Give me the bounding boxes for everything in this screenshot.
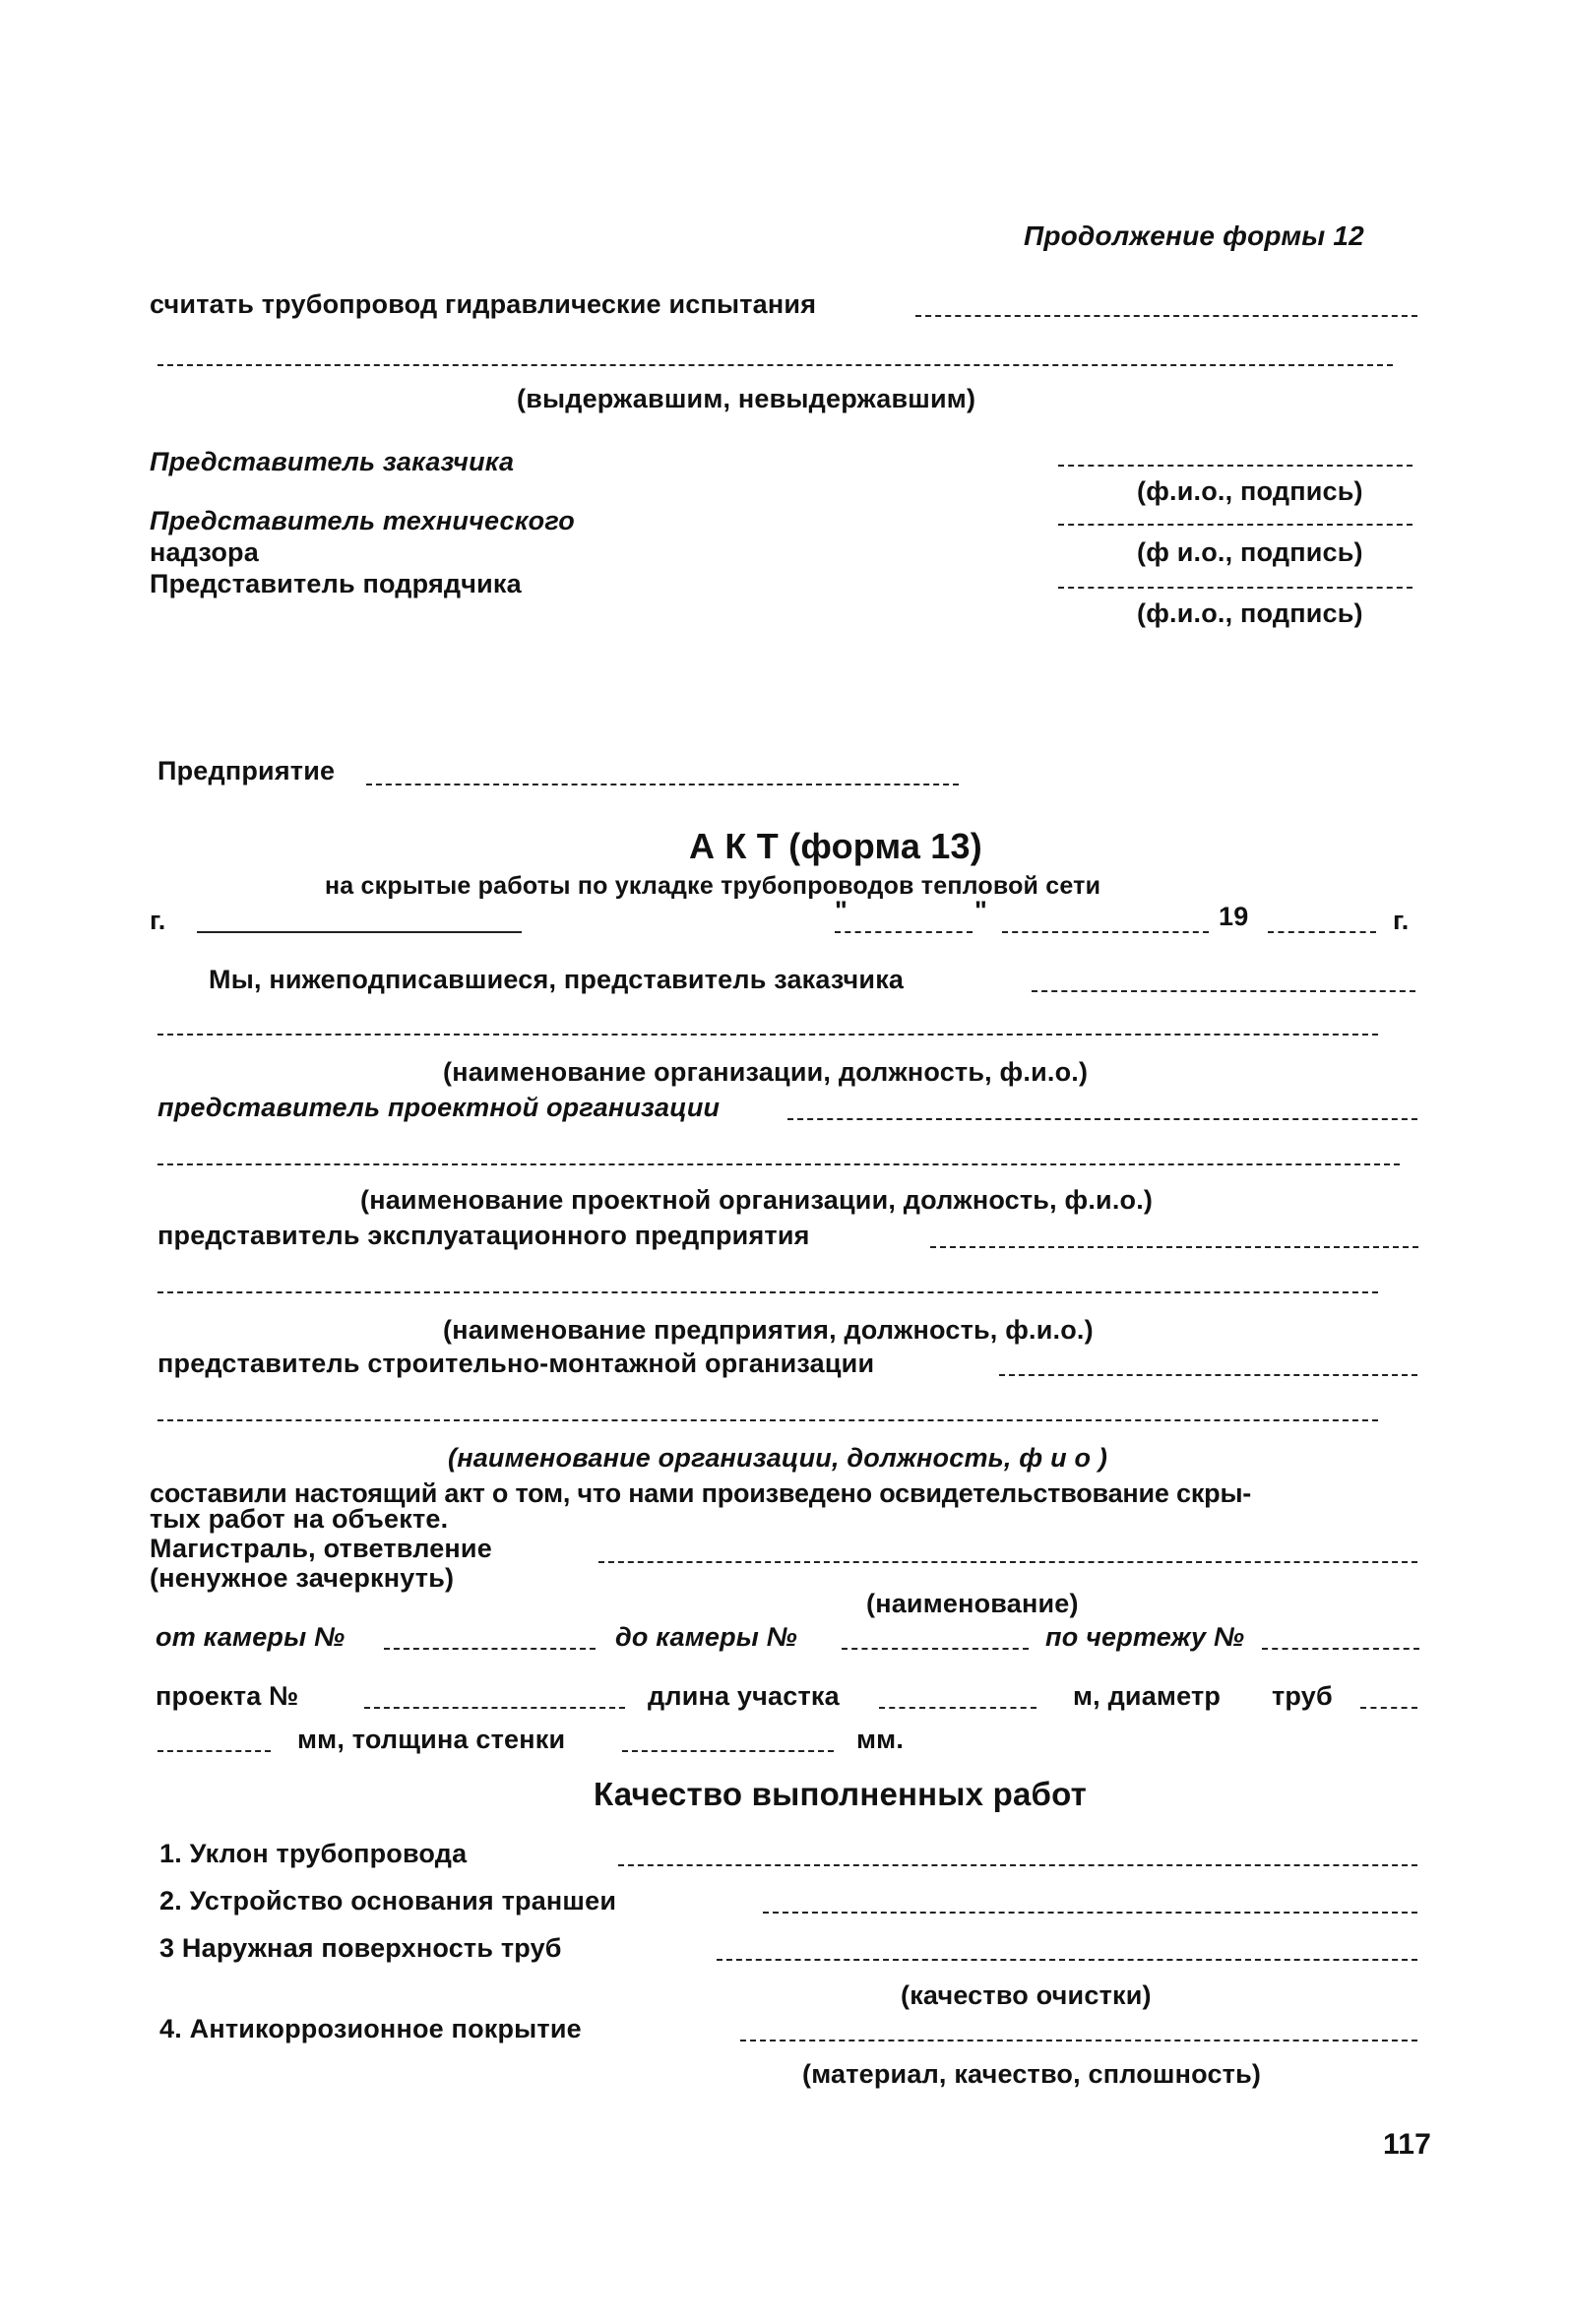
- construction-rep-label: представитель строительно-монтажной организации: [157, 1349, 875, 1378]
- act-title: А К Т (форма 13): [689, 826, 982, 866]
- quote-open: ": [835, 896, 848, 925]
- year-line[interactable]: [1268, 931, 1376, 933]
- customer-rep-line-2[interactable]: [157, 1034, 1378, 1036]
- we-line: Мы, нижеподписавшиеся, представитель заказчика: [209, 965, 905, 994]
- design-rep-line[interactable]: [787, 1118, 1417, 1120]
- rep-customer-signature-line[interactable]: [1058, 465, 1413, 467]
- main-branch-label: Магистраль, ответвление: [150, 1534, 492, 1563]
- continuation-note: Продолжение формы 12: [1024, 220, 1364, 251]
- to-chamber-line[interactable]: [842, 1648, 1029, 1650]
- quality-line-3[interactable]: [717, 1959, 1417, 1961]
- test-result-line-2[interactable]: [157, 364, 1393, 366]
- rep-contractor-signature-line[interactable]: [1058, 587, 1413, 589]
- design-rep-line-2[interactable]: [157, 1163, 1400, 1165]
- operation-rep-label: представитель эксплуатационного предприятия: [157, 1221, 810, 1250]
- thickness-line[interactable]: [622, 1750, 834, 1752]
- thickness-label: мм, толщина стенки: [297, 1725, 566, 1754]
- quality-item-4: 4. Антикоррозионное покрытие: [159, 2014, 582, 2043]
- drawing-label: по чертежу №: [1045, 1622, 1245, 1652]
- object-name-line[interactable]: [598, 1561, 1417, 1563]
- pipes-label: труб: [1272, 1681, 1333, 1711]
- signature-caption-3: (ф.и.о., подпись): [1137, 598, 1363, 628]
- customer-rep-line[interactable]: [1032, 990, 1415, 992]
- construction-rep-line[interactable]: [999, 1374, 1417, 1376]
- quality-item-3: 3 Наружная поверхность труб: [159, 1933, 562, 1963]
- hydraulic-test-text: считать трубопровод гидравлические испытания: [150, 289, 817, 319]
- construction-rep-line-2[interactable]: [157, 1419, 1378, 1421]
- quality-line-4[interactable]: [740, 2040, 1417, 2041]
- enterprise-label: Предприятие: [157, 756, 336, 785]
- to-chamber-label: до камеры №: [615, 1622, 797, 1652]
- strike-note: (ненужное зачеркнуть): [150, 1563, 455, 1593]
- page-number: 117: [1383, 2128, 1431, 2161]
- from-chamber-label: от камеры №: [156, 1622, 345, 1652]
- caption-org: (наименование организации, должность, ф.и.о.): [443, 1057, 1089, 1087]
- rep-tech-label-2: надзора: [150, 537, 259, 567]
- operation-rep-line-2[interactable]: [157, 1291, 1378, 1293]
- signature-caption-1: (ф.и.о., подпись): [1137, 476, 1363, 506]
- city-prefix: г.: [150, 906, 166, 935]
- test-result-line[interactable]: [915, 315, 1417, 317]
- rep-tech-signature-line[interactable]: [1058, 524, 1413, 526]
- year-prefix: 19: [1219, 902, 1249, 931]
- caption-enterprise: (наименование предприятия, должность, ф.и.о.): [443, 1315, 1094, 1345]
- quote-close: ": [974, 896, 988, 925]
- quality-item-2: 2. Устройство основания траншеи: [159, 1886, 617, 1916]
- drawing-line[interactable]: [1262, 1648, 1419, 1650]
- city-line[interactable]: [197, 931, 522, 933]
- composed-line-2: тых работ на объекте.: [150, 1504, 449, 1534]
- enterprise-line[interactable]: [366, 784, 959, 785]
- signature-caption-2: (ф и.о., подпись): [1137, 537, 1363, 567]
- test-result-caption: (выдержавшим, невыдержавшим): [517, 384, 976, 413]
- rep-contractor-label: Представитель подрядчика: [150, 569, 522, 598]
- year-suffix: г.: [1393, 906, 1410, 935]
- quality-line-1[interactable]: [618, 1864, 1417, 1866]
- from-chamber-line[interactable]: [384, 1648, 596, 1650]
- caption-material: (материал, качество, сплошность): [802, 2059, 1262, 2089]
- rep-customer-label: Представитель заказчика: [150, 447, 515, 476]
- caption-cleaning: (качество очистки): [901, 1980, 1152, 2010]
- quality-title: Качество выполненных работ: [594, 1776, 1087, 1812]
- day-line[interactable]: [835, 931, 973, 933]
- month-line[interactable]: [1002, 931, 1209, 933]
- act-subtitle: на скрытые работы по укладке трубопроводов тепловой сети: [325, 872, 1101, 900]
- caption-design: (наименование проектной организации, должность, ф.и.о.): [360, 1185, 1154, 1215]
- rep-tech-label-1: Представитель технического: [150, 506, 575, 535]
- diameter-line-2[interactable]: [157, 1750, 271, 1752]
- project-line[interactable]: [364, 1707, 625, 1709]
- caption-name: (наименование): [866, 1589, 1079, 1618]
- diameter-label: м, диаметр: [1073, 1681, 1222, 1711]
- section-length-label: длина участка: [648, 1681, 840, 1711]
- project-label: проекта №: [156, 1681, 299, 1711]
- diameter-line[interactable]: [1360, 1707, 1417, 1709]
- quality-item-1: 1. Уклон трубопровода: [159, 1839, 468, 1868]
- quality-line-2[interactable]: [763, 1912, 1417, 1914]
- section-length-line[interactable]: [879, 1707, 1036, 1709]
- design-rep-label: представитель проектной организации: [157, 1093, 721, 1122]
- mm-label: мм.: [856, 1725, 905, 1754]
- operation-rep-line[interactable]: [930, 1246, 1418, 1248]
- composed-line-1: составили настоящий акт о том, что нами произведено освидетельствование скры-: [150, 1478, 1252, 1508]
- caption-org-2: (наименование организации, должность, ф и о ): [448, 1443, 1108, 1473]
